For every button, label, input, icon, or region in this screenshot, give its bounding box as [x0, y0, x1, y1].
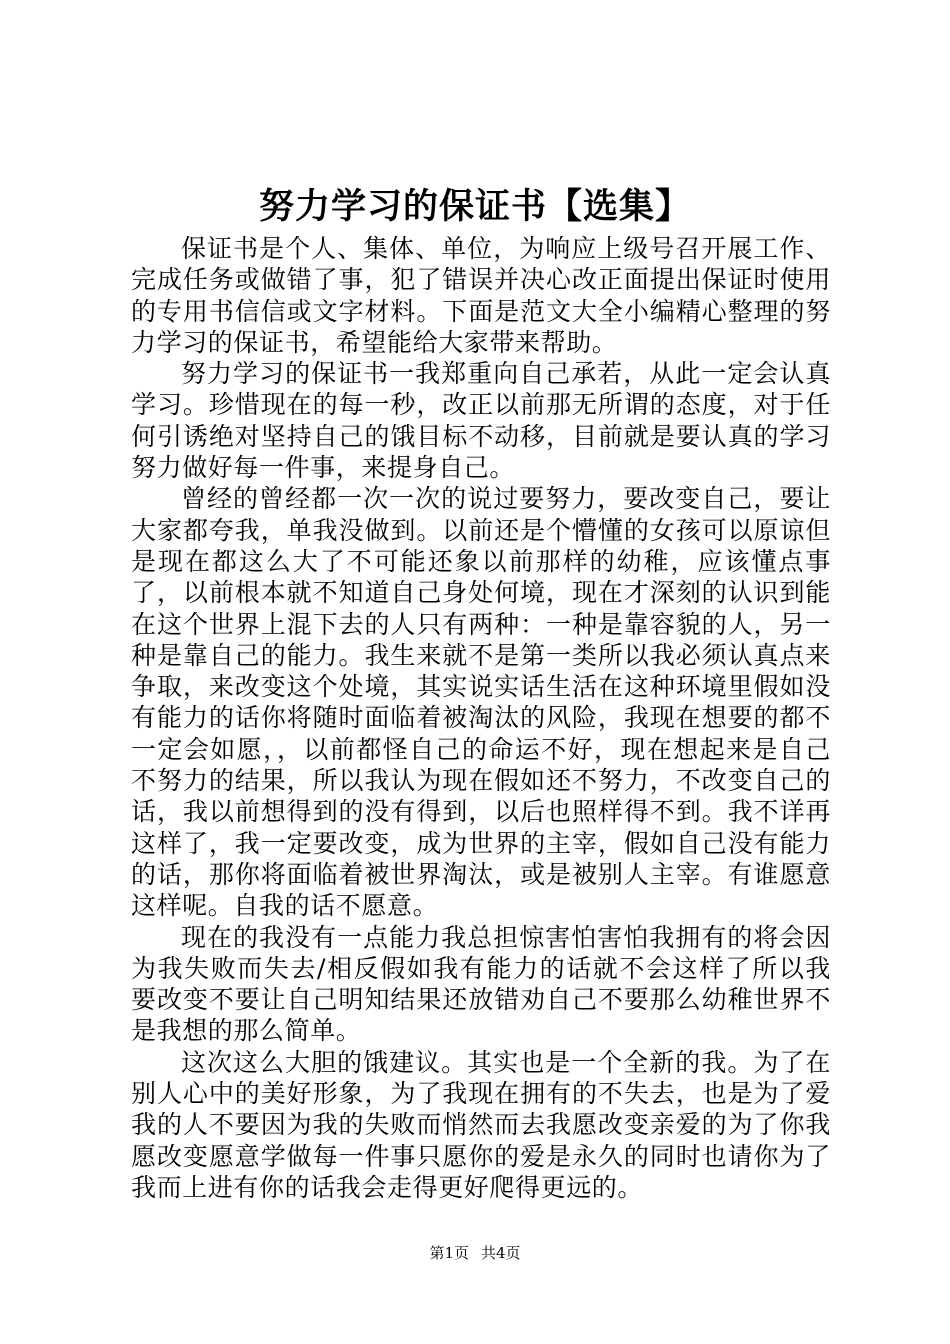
page-number: 第1页 [429, 1244, 469, 1262]
document-body [131, 233, 831, 1203]
document-title: 努力学习的保证书【选集】 [258, 186, 691, 227]
paragraph-pledge-one: 努力学习的保证书一我郑重向自己承若，从此一定会认真学习。珍惜现在的每一秒，改正以前那无所谓的态度，对于任何引诱绝对坚持自己的饿目标不动移，目前就是要认真的学习努力做好每一件事，来提身自己。 [131, 359, 831, 483]
paragraph-past-reflection: 曾经的曾经都一次一次的说过要努力，要改变自己，要让大家都夸我，单我没做到。以前还是个懵懂的女孩可以原谅但是现在都这么大了不可能还象以前那样的幼稚，应该懂点事了，以前根本就不知道自己身处何境，现在才深刻的认识到能在这个世界上混下去的人只有两种：一种是靠容貌的人，另一种是靠自己的能力。我生来就不是第一类所以我必须认真点来争取，来改变这个处境，其实说实话生活在这种环境里假如没有能力的话你将随时面临着被淘汰的风险，我现在想要的都不一定会如愿，，以前都怪自己的命运不好，现在想起来是自己不努力的结果，所以我认为现在假如还不努力，不改变自己的话，我以前想得到的没有得到，以后也照样得不到。我不详再这样了，我一定要改变，成为世界的主宰，假如自己没有能力的话，那你将面临着被世界淘汰，或是被别人主宰。有谁愿意这样呢。自我的话不愿意。 [131, 484, 831, 921]
paragraph-intro: 保证书是个人、集体、单位，为响应上级号召开展工作、完成任务或做错了事，犯了错误并决心改正面提出保证时使用的专用书信信或文字材料。下面是范文大全小编精心整理的努力学习的保证书，希望能给大家带来帮助。 [131, 234, 831, 357]
paragraph-present-self: 现在的我没有一点能力我总担惊害怕害怕我拥有的将会因为我失败而失去/相反假如我有能力的话就不会这样了所以我要改变不要让自己明知结果还放错劝自己不要那么幼稚世界不是我想的那么简单。 [131, 922, 831, 1046]
page-footer [0, 1243, 950, 1263]
page-total: 共4页 [481, 1244, 521, 1262]
paragraph-closing: 这次这么大胆的饿建议。其实也是一个全新的我。为了在别人心中的美好形象，为了我现在拥有的不失去，也是为了爱我的人不要因为我的失败而悄然而去我愿改变亲爱的为了你我愿改变愿意学做每一件事只愿你的爱是永久的同时也请你为了我而上进有你的话我会走得更好爬得更远的。 [131, 1047, 831, 1202]
